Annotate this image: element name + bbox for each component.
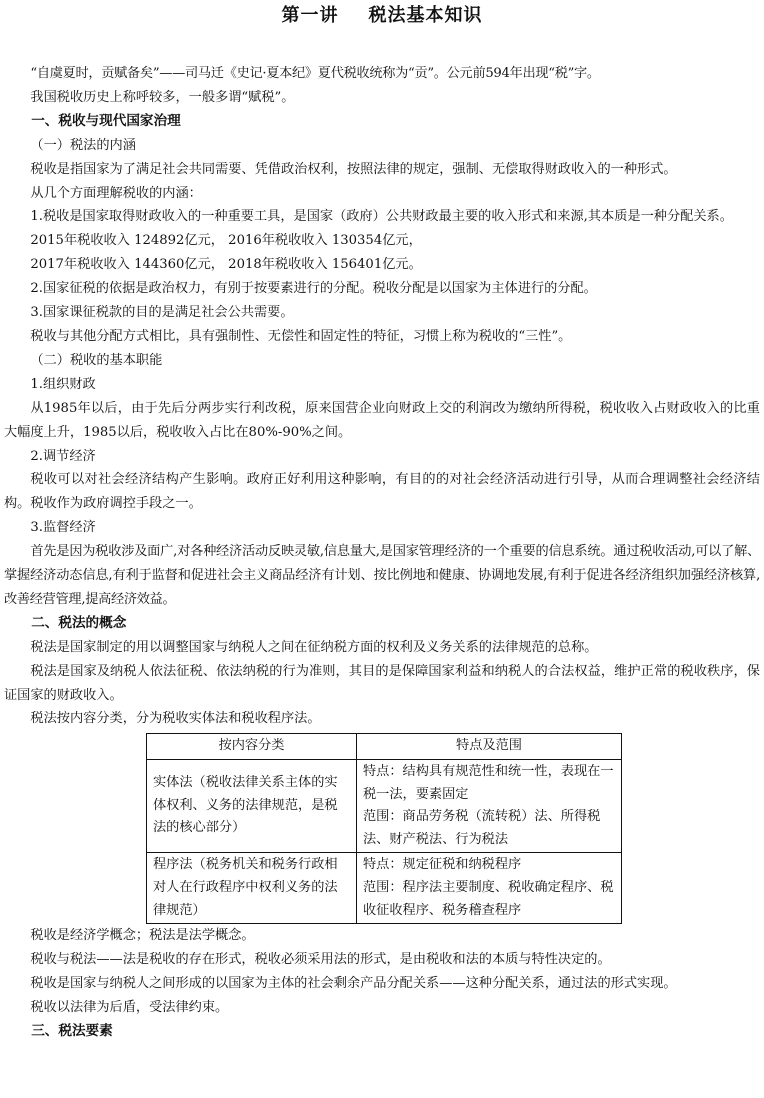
document-body [4,62,760,1044]
title-text: 税法基本知识 [368,5,483,26]
table-row [147,853,622,924]
table-header-cell: 特点及范围 [357,734,622,760]
paragraph: 从几个方面理解税收的内涵： [30,185,202,201]
page-title [0,2,764,30]
table-cell-category: 程序法（税务机关和税务行政相对人在行政程序中权利义务的法律规范） [147,853,357,924]
title-lecture-number: 第一讲 [281,5,339,26]
table-header-row [147,734,622,760]
scope-text: 范围：商品劳务税（流转税）法、所得税法、财产税法、行为税法 [363,809,601,847]
list-item: 3.监督经济 [30,520,96,536]
section-heading: 二、税法的概念 [31,614,127,631]
scope-text: 范围：程序法主要制度、税收确定程序、税收征收程序、税务稽查程序 [363,879,614,918]
list-item: 1.组织财政 [30,376,96,392]
paragraph: 税法是国家制定的用以调整国家与纳税人之间在征纳税方面的权利及义务关系的法律规范的总称。 [30,639,598,655]
paragraph: 税法按内容分类，分为税收实体法和税收程序法。 [30,711,321,727]
paragraph: 税法是国家及纳税人依法征税、依法纳税的行为准则，其目的是保障国家利益和纳税人的合法权益，维护正常的税收秩序，保证国家的财政收入。 [4,663,760,703]
list-item: 2.调节经济 [30,448,96,464]
table-cell-features [357,759,622,852]
feature-text: 特点：结构具有规范性和统一性，表现在一税一法，要素固定 [363,763,614,802]
table-row [147,759,622,852]
paragraph: “自虞夏时，贡赋备矣”——司马迁《史记·夏本纪》夏代税收统称为“贡”。公元前594年出现“税”字。 [30,66,600,81]
paragraph: 税收是指国家为了满足社会共同需要、凭借政治权利，按照法律的规定，强制、无偿取得财政收入的一种形式。 [30,161,677,177]
paragraph: 我国税收历史上称呼较多，一般多谓“赋税”。 [30,89,295,105]
paragraph: 税收是经济学概念；税法是法学概念。 [30,928,255,944]
feature-text: 特点：规定征税和纳税程序 [363,857,522,873]
paragraph: 2.国家征税的依据是政治权力，有别于按要素进行的分配。税收分配是以国家为主体进行的分配。 [30,281,597,297]
classification-table [146,733,622,924]
section-heading: 三、税法要素 [31,1022,113,1039]
subheading: （二）税收的基本职能 [30,352,163,368]
paragraph: 2017年税收收入 144360亿元， 2018年税收收入 156401亿元。 [30,257,422,273]
paragraph: 税收与其他分配方式相比，具有强制性、无偿性和固定性的特征，习惯上称为税收的“三性”。 [30,328,572,344]
paragraph: 从1985年以后，由于先后分两步实行利改税，原来国营企业向财政上交的利润改为缴纳所得税，税收收入占财政收入的比重大幅度上升，1985以后，税收收入占比在80%-90%之间。 [4,400,760,440]
table-cell-category: 实体法（税收法律关系主体的实体权利、义务的法律规范，是税法的核心部分） [147,759,357,852]
table-cell-features [357,853,622,924]
paragraph: 税收与税法——法是税收的存在形式，税收必须采用法的形式，是由税收和法的本质与特性决定的。 [30,952,611,968]
paragraph: 1.税收是国家取得财政收入的一种重要工具，是国家（政府）公共财政最主要的收入形式和来源,其本质是一种分配关系。 [30,209,733,225]
table-header-cell: 按内容分类 [147,734,357,760]
paragraph: 3.国家课征税款的目的是满足社会公共需要。 [30,305,294,321]
subheading: （一）税法的内涵 [30,137,136,153]
paragraph: 税收可以对社会经济结构产生影响。政府正好利用这种影响，有目的的对社会经济活动进行引导，从而合理调整社会经济结构。税收作为政府调控手段之一。 [4,472,760,512]
paragraph: 首先是因为税收涉及面广,对各种经济活动反映灵敏,信息量大,是国家管理经济的一个重要的信息系统。通过税收活动,可以了解、掌握经济动态信息,有利于监督和促进社会主义商品经济有计划、按比例地和健康、协调地发展,有利于促进各经济组织加强经济核算,改善经营管理,提高经济效益。 [4,544,760,607]
paragraph: 2015年税收收入 124892亿元， 2016年税收收入 130354亿元， [30,233,422,249]
paragraph: 税收是国家与纳税人之间形成的以国家为主体的社会剩余产品分配关系——这种分配关系，通过法的形式实现。 [30,975,677,991]
paragraph: 税收以法律为后盾，受法律约束。 [30,999,229,1015]
section-heading: 一、税收与现代国家治理 [31,112,181,129]
